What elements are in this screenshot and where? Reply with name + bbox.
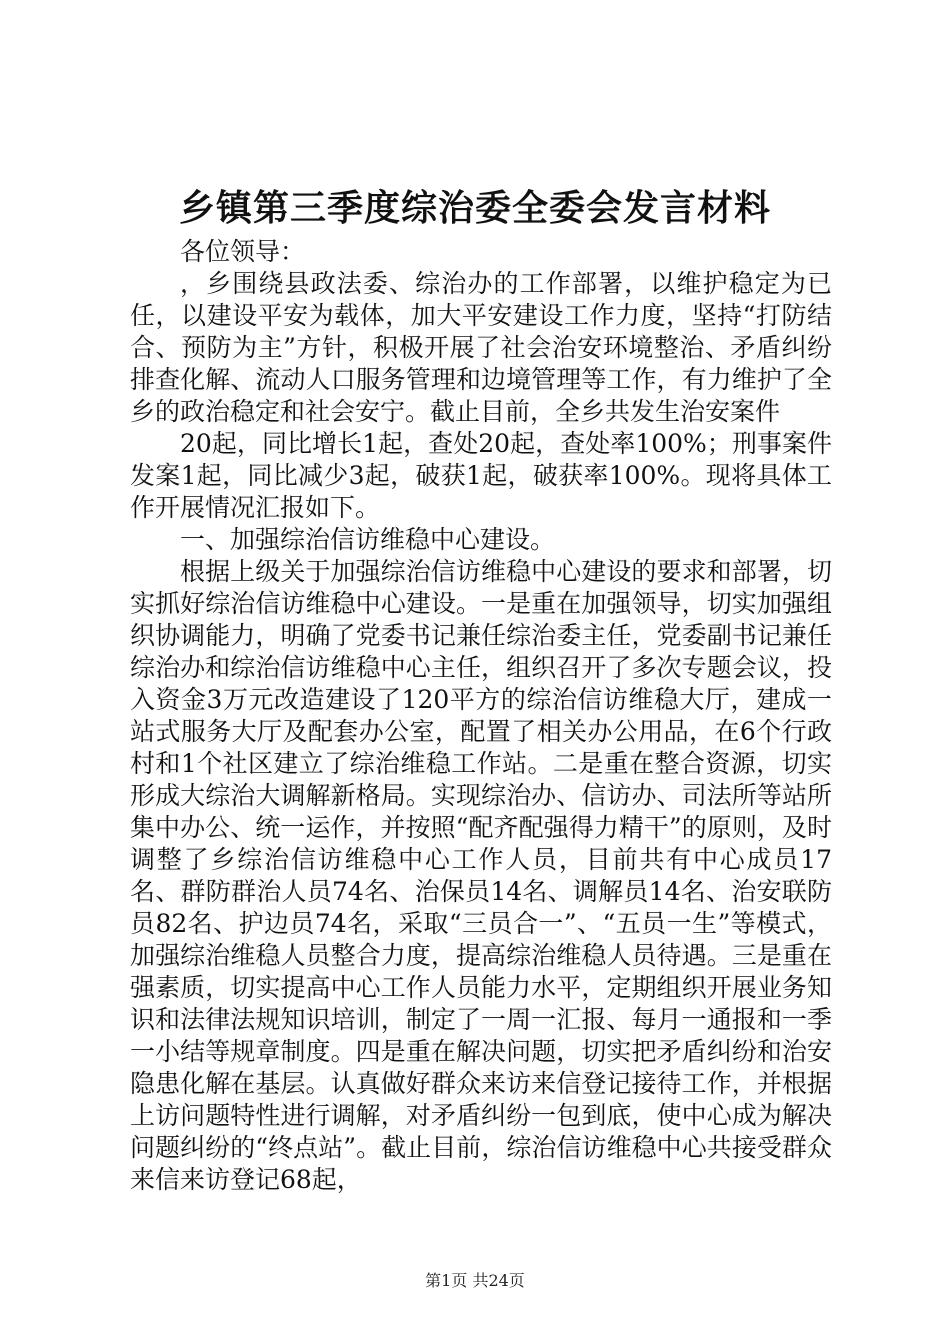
document-body — [130, 236, 832, 1196]
page-number-footer: 第1页 共24页 — [425, 1271, 525, 1290]
paragraph-section-1: 根据上级关于加强综治信访维稳中心建设的要求和部署，切实抓好综治信访维稳中心建设。一是重在加强领导，切实加强组织协调能力，明确了党委书记兼任综治委主任，党委副书记兼任综治办和综治信访维稳中心主任，组织召开了多次专题会议，投入资金3万元改造建设了120平方的综治信访维稳大厅，建成一站式服务大厅及配套办公室，配置了相关办公用品，在6个行政村和1个社区建立了综治维稳工作站。二是重在整合资源，切实形成大综治大调解新格局。实现综治办、信访办、司法所等站所集中办公、统一运作，并按照“配齐配强得力精干”的原则，及时调整了乡综治信访维稳中心工作人员，目前共有中心成员17名、群防群治人员74名、治保员14名、调解员14名、治安联防员82名、护边员74名，采取“三员合一”、“五员一生”等模式，加强综治维稳人员整合力度，提高综治维稳人员待遇。三是重在强素质，切实提高中心工作人员能力水平，定期组织开展业务知识和法律法规知识培训，制定了一周一汇报、每月一通报和一季一小结等规章制度。四是重在解决问题，切实把矛盾纠纷和治安隐患化解在基层。认真做好群众来访来信登记接待工作，并根据上访问题特性进行调解，对矛盾纠纷一包到底，使中心成为解决问题纠纷的“终点站”。截止目前，综治信访维稳中心共接受群众来信来访登记68起， — [130, 557, 832, 1194]
document-title: 乡镇第三季度综治委全委会发言材料 — [178, 187, 771, 229]
section-heading-1: 一、加强综治信访维稳中心建设。 — [180, 525, 556, 554]
salutation: 各位领导： — [180, 237, 306, 266]
paragraph-statistics: 20起，同比增长1起，查处20起，查处率100%；刑事案件发案1起，同比减少3起，破获1起，破获率100%。现将具体工作开展情况汇报如下。 — [130, 429, 832, 522]
paragraph-intro: ，乡围绕县政法委、综治办的工作部署，以维护稳定为已任，以建设平安为载体，加大平安建设工作力度，坚持“打防结合、预防为主”方针，积极开展了社会治安环境整治、矛盾纠纷排查化解、流动人口服务管理和边境管理等工作，有力维护了全乡的政治稳定和社会安宁。截止目前，全乡共发生治安案件 — [130, 269, 832, 426]
